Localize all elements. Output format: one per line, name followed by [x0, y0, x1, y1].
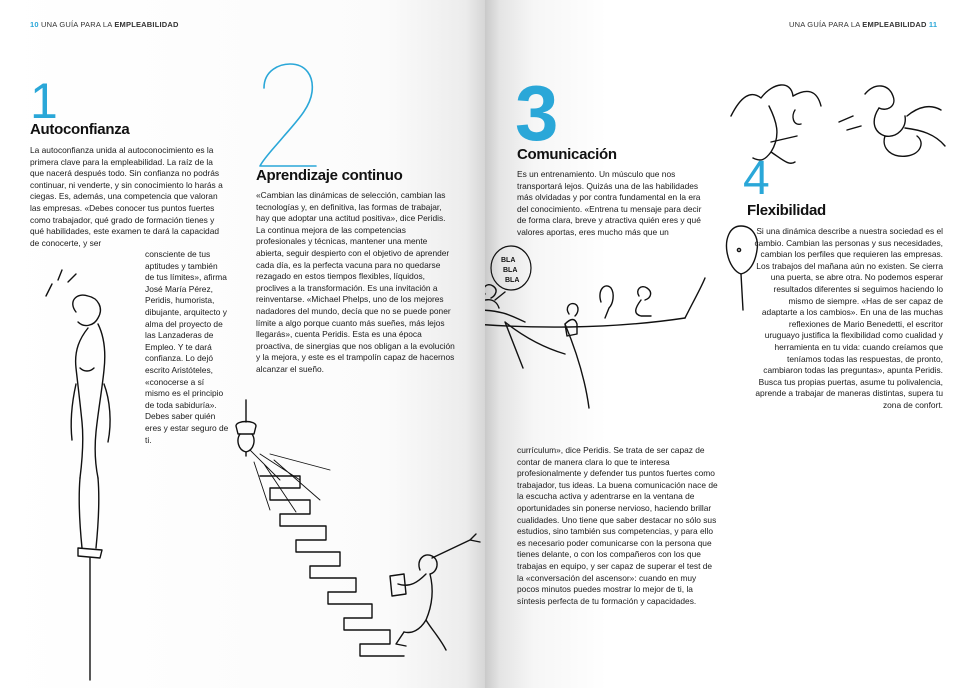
left-page: [0, 0, 485, 688]
right-page-number: 11: [928, 20, 938, 29]
right-page-header: [789, 20, 937, 29]
right-header-text: UNA GUÍA PARA LA: [789, 20, 863, 29]
right-header-bold: EMPLEABILIDAD: [862, 20, 927, 29]
left-page-number: 10: [30, 20, 39, 29]
rope-bridge-illustration: [485, 238, 725, 438]
section-3-paragraph-bottom: currículum», dice Peridis. Se trata de ser capaz de contar de manera clara lo que te interesa profesionalmente y defender tus puntos fuertes como trabajador, tus ideas. La buena comunicación nace de la escucha activa y adentrarse en la ventana de oportunidades sin ponerse nervioso, haciendo brillar cualidades. Uno tiene que saber destacar no sólo sus estudios, sino también sus competencias, y para ello es necesario poder comunicarse con la persona que tienes delante, o con los compañeros con los que trabajas en equipo, y ser capaz de superar el test de la «conversación del ascensor»: cuando en muy pocos minutos puedes mostrar lo mejor de ti, la síntesis perfecta de tu formación y capacidades.: [517, 445, 718, 606]
section-1-number: 1: [30, 73, 58, 129]
section-3-title: Comunicación: [517, 146, 617, 163]
section-4-number: 4: [743, 152, 770, 205]
section-4-title: Flexibilidad: [747, 202, 826, 219]
section-2-paragraph: «Cambian las dinámicas de selección, cambian las tecnologías y, en definitiva, las formas de trabajar, hay que adoptar una actitud positiva», dice Peridis. La continua mejora de las competencias profesionales y técnicas, mantener una mente abierta, seguir despierto con el objetivo de aprender cada día, es la perfecta vacuna para no quedarse rezagado en estos tiempos flexibles, líquidos, proclives a la transformación. Es una invitación a reinventarse. «Michael Phelps, uno de los mejores nadadores del mundo, decía que no se puede poner límite a algo porque cuanto más sueñes, más lejos llegarás», cuenta Peridis. Esta es una época proactiva, de sinergias que nos obligan a la evolución y la mejora, y este es el trampolín capaz de hacernos alcanzar el sueño.: [256, 190, 455, 374]
left-page-header: [30, 20, 179, 29]
bubble-word-2: BLA: [503, 267, 518, 274]
section-1-title: Autoconfianza: [30, 121, 130, 138]
bubble-word-1: BLA: [501, 257, 516, 264]
section-3-paragraph-top: Es un entrenamiento. Un músculo que nos transportará lejos. Quizás una de las habilidades más olvidadas y por contra fundamental en la era del conocimiento. «Entrena tu mensaje para decir de forma clara, breve y atractiva quién eres y qué valores aportas, eres mucho más que un: [517, 169, 702, 237]
stairs-illustration: [240, 470, 485, 670]
left-header-bold: EMPLEABILIDAD: [114, 20, 179, 29]
section-2-title: Aprendizaje continuo: [256, 167, 403, 184]
section-1-paragraph-top: La autoconfianza unida al autoconocimiento es la primera clave para la empleabilidad. La raíz de la que nacerá después todo. Sin confianza no podrás continuar, ni venderte, y sin conocimiento lo harás a ciegas. Es, además, una competencia que valoran las empresas. «Debes conocer tus puntos fuertes como trabajador, qué grado de formación tienes y qué habilidades, este examen te dará la capacidad de conocerte, y ser: [30, 145, 223, 248]
bubble-word-3: BLA: [505, 277, 520, 284]
section-1-paragraph-column: consciente de tus aptitudes y también de tus límites», afirma José María Pérez, Peridis, humorista, dibujante, arquitecto y alma del proyecto de las Lanzaderas de Empleo. Y te dará confianza. Lo dejó escrito Aristóteles, «conocerse a sí mismo es el principio de toda sabiduría». Debes saber quién eres y estar seguro de ti.: [145, 249, 229, 445]
section-2-number-outline: [258, 62, 318, 170]
balloon-illustration: [721, 222, 761, 312]
stretching-figures-illustration: [721, 76, 971, 176]
section-3-number: 3: [515, 69, 557, 157]
right-page: [485, 0, 971, 688]
man-on-pole-illustration: [28, 272, 148, 682]
section-4-paragraph: Si una dinámica describe a nuestra sociedad es el cambio. Cambian las personas y sus necesidades, cambian los perfiles que requieren las empresas. Los trabajos del mañana aún no existen. Se cierra una puerta, se abre otra. No podemos esperar resultados diferentes si seguimos haciendo lo mismo de siempre. «Has de ser capaz de adaptarte a los cambios». En una de las muchas reflexiones de Mario Benedetti, el escritor uruguayo justifica la flexibilidad como cualidad y herramienta en tu vida: cuando creíamos que teníamos todas las respuestas, de pronto, cambiaron todas las preguntas», apunta Peridis. Busca tus propias puertas, asume tu polivalencia, aprende a trabajar de maneras distintas, supera tu zona de confort.: [754, 226, 943, 410]
left-header-text: UNA GUÍA PARA LA: [41, 20, 115, 29]
